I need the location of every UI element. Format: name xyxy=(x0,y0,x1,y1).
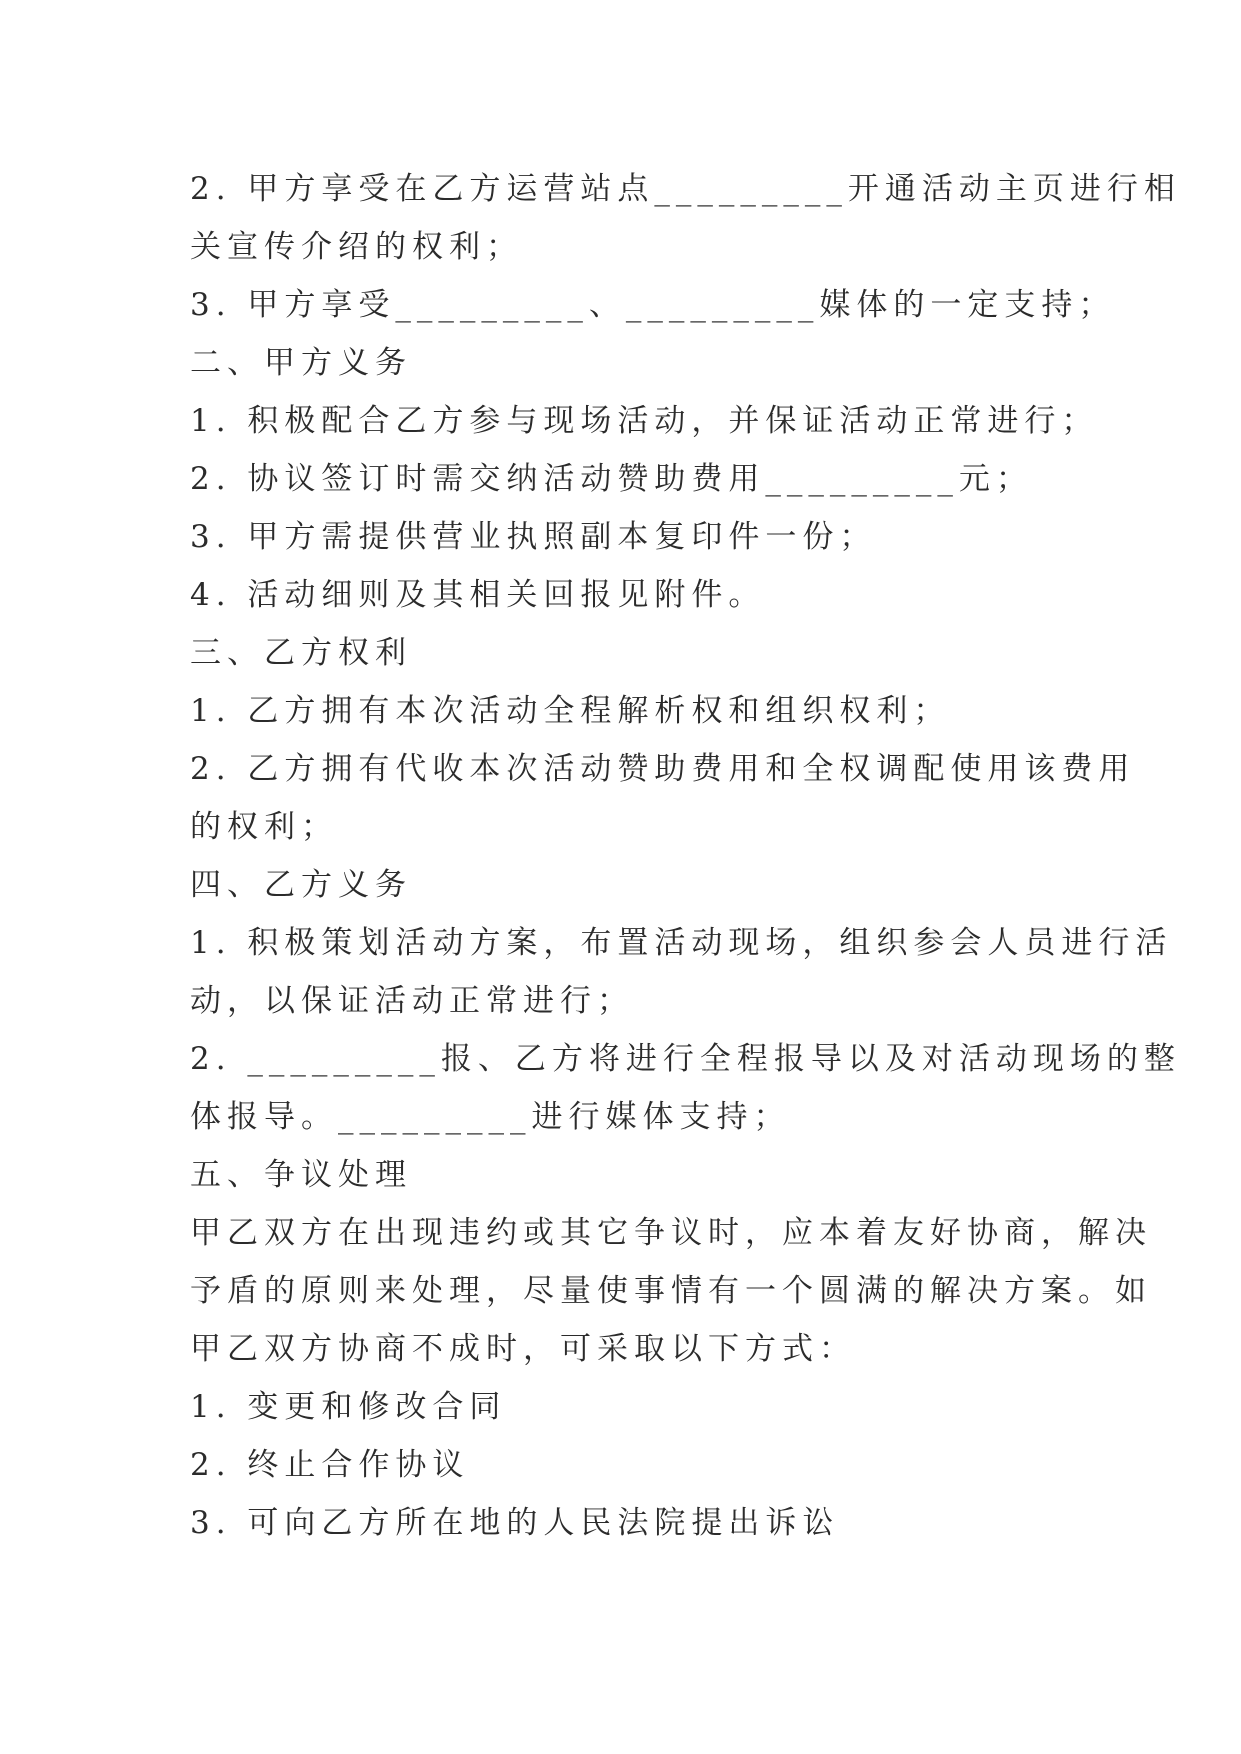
text-line: 2. 终止合作协议 xyxy=(190,1447,470,1483)
section-heading: 二、甲方义务 xyxy=(190,345,412,381)
text-line: 1. 变更和修改合同 xyxy=(190,1389,507,1425)
section-heading: 五、争议处理 xyxy=(190,1157,412,1193)
text-line: 2. _________报、乙方将进行全程报导以及对活动现场的整 xyxy=(190,1041,1181,1077)
text-line: 动，以保证活动正常进行； xyxy=(190,983,634,1019)
text-line: 1. 积极策划活动方案，布置活动现场，组织参会人员进行活 xyxy=(190,925,1173,961)
text-line: 4. 活动细则及其相关回报见附件。 xyxy=(190,577,766,613)
text-line: 3. 甲方享受_________、_________媒体的一定支持； xyxy=(190,287,1116,323)
text-line: 予盾的原则来处理，尽量使事情有一个圆满的解决方案。如 xyxy=(190,1273,1152,1309)
text-line: 3. 甲方需提供营业执照副本复印件一份； xyxy=(190,519,877,555)
text-line: 的权利； xyxy=(190,809,338,845)
section-heading: 四、乙方义务 xyxy=(190,867,412,903)
text-line: 2. 乙方拥有代收本次活动赞助费用和全权调配使用该费用 xyxy=(190,751,1136,787)
text-line: 3. 可向乙方所在地的人民法院提出诉讼 xyxy=(190,1505,840,1541)
text-line: 1. 积极配合乙方参与现场活动，并保证活动正常进行； xyxy=(190,403,1099,439)
text-line: 1. 乙方拥有本次活动全程解析权和组织权利； xyxy=(190,693,951,729)
text-line: 2. 协议签订时需交纳活动赞助费用_________元； xyxy=(190,461,1033,497)
section-heading: 三、乙方权利 xyxy=(190,635,412,671)
text-line: 甲乙双方协商不成时，可采取以下方式： xyxy=(190,1331,856,1367)
document-body xyxy=(190,160,1181,1552)
text-line: 2. 甲方享受在乙方运营站点_________开通活动主页进行相 xyxy=(190,171,1181,207)
text-line: 关宣传介绍的权利； xyxy=(190,229,523,265)
text-line: 甲乙双方在出现违约或其它争议时，应本着友好协商，解决 xyxy=(190,1215,1152,1251)
text-line: 体报导。_________进行媒体支持； xyxy=(190,1099,791,1135)
